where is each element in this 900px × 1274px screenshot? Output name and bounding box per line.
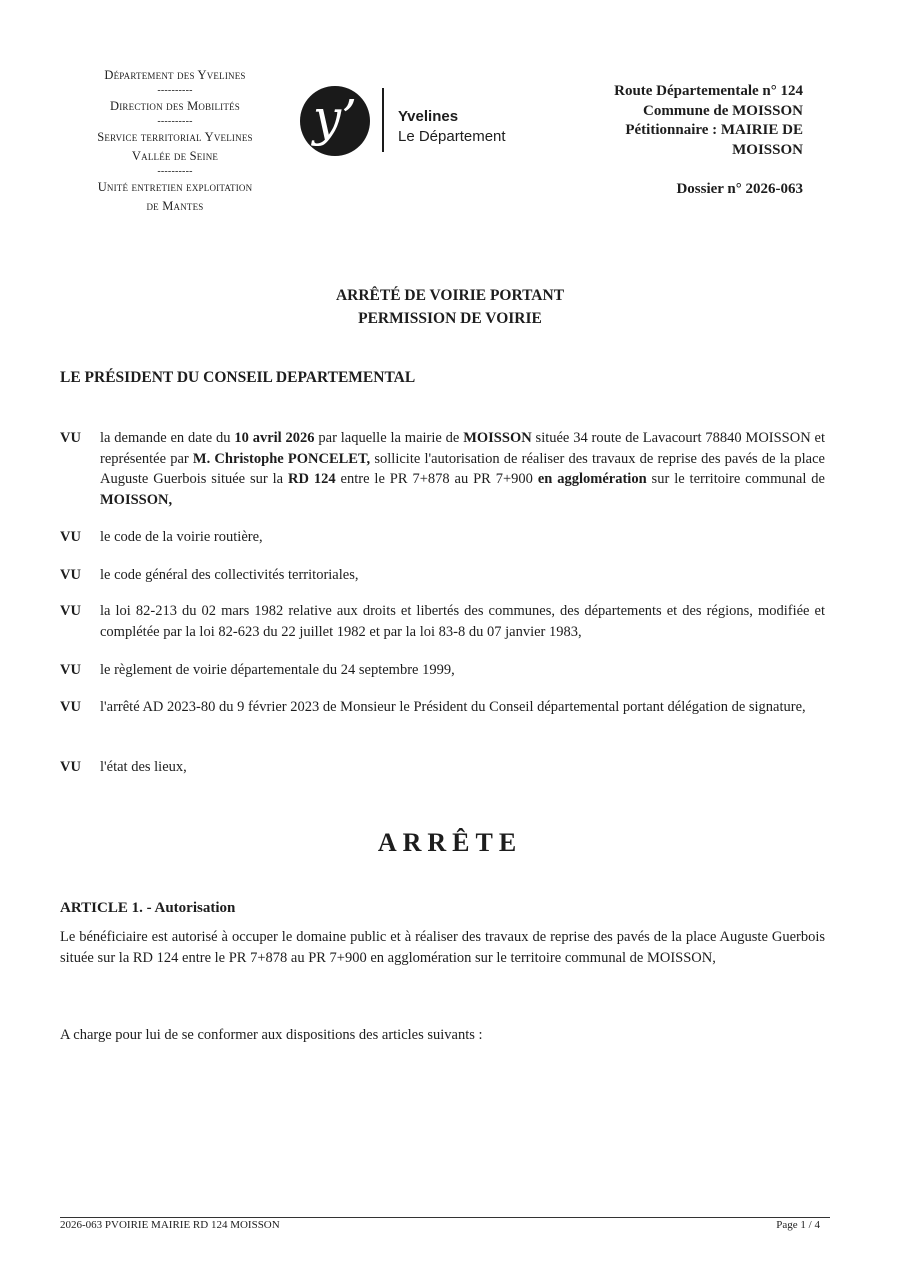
article-1-body: Le bénéficiaire est autorisé à occuper le domaine public et à réaliser des travaux de reprise des pavés de la place Auguste Guerbois située sur la RD 124 entre le PR 7+878 au PR 7+900 en agglomération sur le territoire communal de MOISSON, bbox=[60, 929, 825, 966]
article-1-charge: A charge pour lui de se conformer aux dispositions des articles suivants : bbox=[60, 1027, 483, 1043]
separator: ---------- bbox=[157, 166, 193, 177]
vu-item bbox=[60, 660, 825, 681]
service-name-line2: Vallée de Seine bbox=[131, 149, 219, 163]
vu-text-part: par laquelle la mairie de bbox=[314, 430, 464, 446]
vu-text-bold: M. Christophe PONCELET, bbox=[192, 450, 371, 467]
petitionnaire-line2: MOISSON bbox=[732, 141, 803, 158]
president-heading: LE PRÉSIDENT DU CONSEIL DEPARTEMENTAL bbox=[60, 369, 416, 386]
logo-subtitle: Le Département bbox=[398, 128, 506, 145]
vu-item bbox=[60, 697, 825, 718]
vu-text bbox=[100, 428, 825, 510]
vu-text: le code général des collectivités territoriales, bbox=[100, 567, 359, 583]
separator: ---------- bbox=[157, 116, 193, 127]
vu-text-part: entre le PR 7+878 au PR 7+900 bbox=[335, 471, 538, 487]
vu-label: VU bbox=[60, 567, 81, 583]
vu-label: VU bbox=[60, 529, 81, 545]
petitionnaire-line1: Pétitionnaire : MAIRIE DE bbox=[625, 122, 803, 138]
vu-text-part: sollicite l'autorisation de réaliser des travaux de reprise des pavés de la place Auguste Guerbois située sur la bbox=[100, 450, 825, 487]
vu-item bbox=[60, 428, 825, 510]
vu-item bbox=[60, 565, 825, 586]
vu-text-bold: MOISSON bbox=[463, 430, 532, 446]
title-line2: PERMISSION DE VOIRIE bbox=[358, 310, 542, 327]
arrete-heading: ARRÊTE bbox=[377, 828, 523, 857]
vu-text: le règlement de voirie départementale du 24 septembre 1999, bbox=[100, 662, 455, 678]
vu-item bbox=[60, 757, 825, 778]
vu-text-part: située 34 route de Lavacourt 78840 MOISSON et représentée par bbox=[100, 430, 825, 467]
footer-reference: 2026-063 PVOIRIE MAIRIE RD 124 MOISSON bbox=[60, 1219, 280, 1231]
title-line1: ARRÊTÉ DE VOIRIE PORTANT bbox=[335, 287, 565, 304]
department-name: Département des Yvelines bbox=[104, 68, 246, 82]
vu-text-bold: RD 124 bbox=[288, 471, 336, 487]
vu-label: VU bbox=[60, 603, 81, 619]
vu-label: VU bbox=[60, 430, 81, 446]
logo-name: Yvelines bbox=[398, 108, 459, 125]
document-title bbox=[0, 284, 900, 330]
logo-glyph: y’ bbox=[312, 89, 358, 147]
logo-divider bbox=[382, 88, 384, 152]
unit-name-line2: de Mantes bbox=[146, 199, 204, 213]
direction-name: Direction des Mobilités bbox=[110, 99, 240, 113]
article-1-title: ARTICLE 1. - Autorisation bbox=[60, 900, 236, 916]
service-name-line1: Service territorial Yvelines bbox=[97, 130, 253, 144]
vu-text: l'état des lieux, bbox=[100, 759, 187, 775]
page-number: Page 1 / 4 bbox=[776, 1219, 820, 1231]
vu-text: la loi 82-213 du 02 mars 1982 relative aux droits et libertés des communes, des départements et des régions, modifiée et complétée par la loi 82-623 du 22 juillet 1982 et par la loi 83-8 du 07 janvier 1983, bbox=[100, 603, 825, 640]
vu-label: VU bbox=[60, 759, 81, 775]
vu-item bbox=[60, 527, 825, 548]
vu-text: le code de la voirie routière, bbox=[100, 529, 263, 545]
vu-label: VU bbox=[60, 662, 81, 678]
route-label: Route Départementale n° 124 bbox=[614, 83, 803, 99]
vu-text-part: sur le territoire communal de bbox=[646, 471, 825, 487]
vu-text-part: la demande en date du bbox=[100, 430, 235, 446]
unit-name-line1: Unité entretien exploitation bbox=[97, 180, 253, 194]
vu-text-bold: 10 avril 2026 bbox=[234, 430, 315, 446]
dossier-number: Dossier n° 2026-063 bbox=[676, 181, 803, 197]
vu-text-bold: MOISSON, bbox=[100, 491, 173, 508]
vu-label: VU bbox=[60, 699, 81, 715]
footer-divider bbox=[60, 1217, 830, 1218]
case-info-block bbox=[543, 82, 803, 160]
vu-text: l'arrêté AD 2023-80 du 9 février 2023 de Monsieur le Président du Conseil départemental portant délégation de signature, bbox=[100, 699, 806, 715]
vu-item bbox=[60, 601, 825, 642]
separator: ---------- bbox=[157, 85, 193, 96]
vu-text-bold: en agglomération bbox=[537, 471, 647, 487]
issuer-block bbox=[40, 66, 310, 216]
commune-label: Commune de MOISSON bbox=[642, 102, 803, 119]
